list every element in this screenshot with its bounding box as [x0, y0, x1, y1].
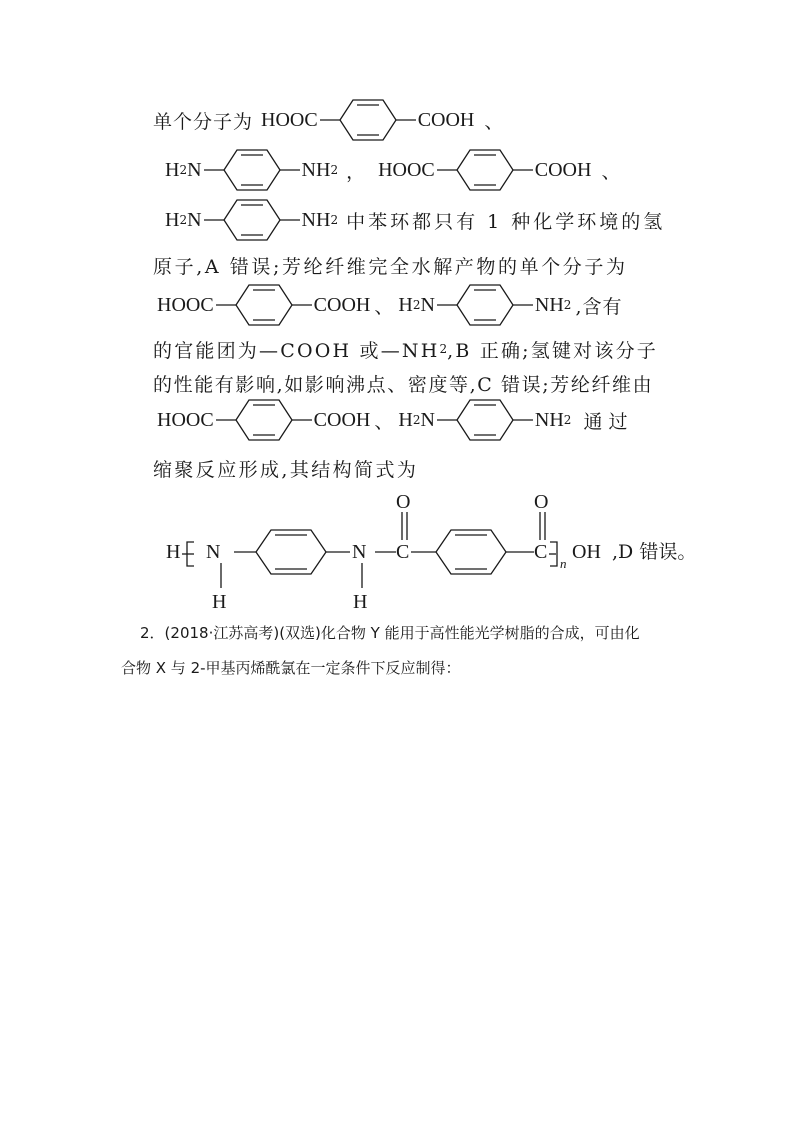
polymer-h-left: H [166, 541, 181, 563]
line-text: 中苯环都只有 1 种化学环境的氢 [346, 210, 666, 233]
polymer-oh: OH [572, 541, 601, 563]
text-line-9 [153, 446, 418, 490]
benzene-ring-icon [216, 283, 312, 327]
formula-h: H [398, 408, 413, 431]
formula-cooh: COOH [313, 293, 371, 316]
formula-h: H [165, 158, 180, 181]
benzene-ring-icon [437, 283, 533, 327]
benzene-ring-icon [216, 398, 312, 442]
line-punct: ， [346, 160, 367, 183]
subscript: 2 [412, 413, 421, 427]
subscript: 2 [439, 342, 448, 356]
line-text: 通过 [583, 410, 634, 433]
line-text: 缩聚反应形成,其结构简式为 [153, 458, 419, 481]
line-text: 原子,A 错误;芳纶纤维完全水解产物的单个分子为 [153, 255, 628, 278]
formula-hooc: HOOC [157, 293, 214, 316]
line-punct: 、 [601, 160, 622, 183]
subscript: 2 [563, 413, 572, 427]
line-text: ,B 正确;氢键对该分子 [447, 339, 658, 362]
benzene-ring-icon [256, 530, 326, 574]
line-text: ,含有 [575, 295, 623, 318]
line-text: 的性能有影响,如影响沸点、密度等,C 错误;芳纶纤维由 [153, 373, 654, 396]
polymer-c1: C [396, 541, 410, 563]
benzene-ring-icon [320, 98, 416, 142]
polymer-h1: H [212, 591, 227, 613]
text-line-4 [153, 243, 628, 287]
line-punct: 、 [374, 410, 395, 433]
formula-cooh: COOH [417, 108, 475, 131]
text-line-1 [153, 98, 504, 142]
text-line-3 [165, 198, 665, 242]
benzene-ring-icon [204, 148, 300, 192]
formula-n: N [420, 408, 435, 431]
benzene-ring-icon [437, 398, 533, 442]
benzene-ring-icon [204, 198, 300, 242]
question-2-line-2: 合物 X 与 2-甲基丙烯酰氯在一定条件下反应制得： [121, 659, 461, 677]
formula-h: H [165, 208, 180, 231]
formula-hooc: HOOC [378, 158, 435, 181]
benzene-ring-icon [437, 148, 533, 192]
formula-cooh: COOH [313, 408, 371, 431]
question-2-line-1: 2．(2018·江苏高考)(双选)化合物 Y 能用于高性能光学树脂的合成，可由化 [140, 624, 640, 642]
line-punct: 、 [484, 110, 505, 133]
polymer-o2: O [534, 491, 549, 513]
text-line-8 [157, 398, 633, 442]
polymer-suffix: ,D 错误。 [612, 541, 697, 563]
formula-nh: NH [534, 293, 564, 316]
text-line-2 [165, 148, 621, 192]
formula-hooc: HOOC [157, 408, 214, 431]
text-line-5 [157, 283, 622, 327]
polymer-n1: N [206, 541, 221, 563]
formula-n: N [187, 208, 202, 231]
subscript: 2 [179, 163, 188, 177]
polymer-n2: N [352, 541, 367, 563]
polymer-c2: C [534, 541, 548, 563]
formula-nh: NH [301, 158, 331, 181]
line-punct: 、 [374, 295, 395, 318]
polymer-o1: O [396, 491, 411, 513]
subscript: 2 [179, 213, 188, 227]
subscript: 2 [330, 163, 339, 177]
formula-hooc: HOOC [261, 108, 318, 131]
subscript: 2 [330, 213, 339, 227]
polymer-n-subscript: n [560, 556, 567, 571]
line-text: 的官能团为—COOH 或—NH [153, 339, 440, 362]
formula-nh: NH [301, 208, 331, 231]
line-text: 单个分子为 [153, 110, 254, 133]
formula-cooh: COOH [534, 158, 592, 181]
benzene-ring-icon [436, 530, 506, 574]
polymer-h2: H [353, 591, 368, 613]
subscript: 2 [563, 298, 572, 312]
formula-n: N [420, 293, 435, 316]
subscript: 2 [412, 298, 421, 312]
formula-n: N [187, 158, 202, 181]
polymer-structure-diagram [160, 488, 720, 618]
formula-nh: NH [534, 408, 564, 431]
formula-h: H [398, 293, 413, 316]
